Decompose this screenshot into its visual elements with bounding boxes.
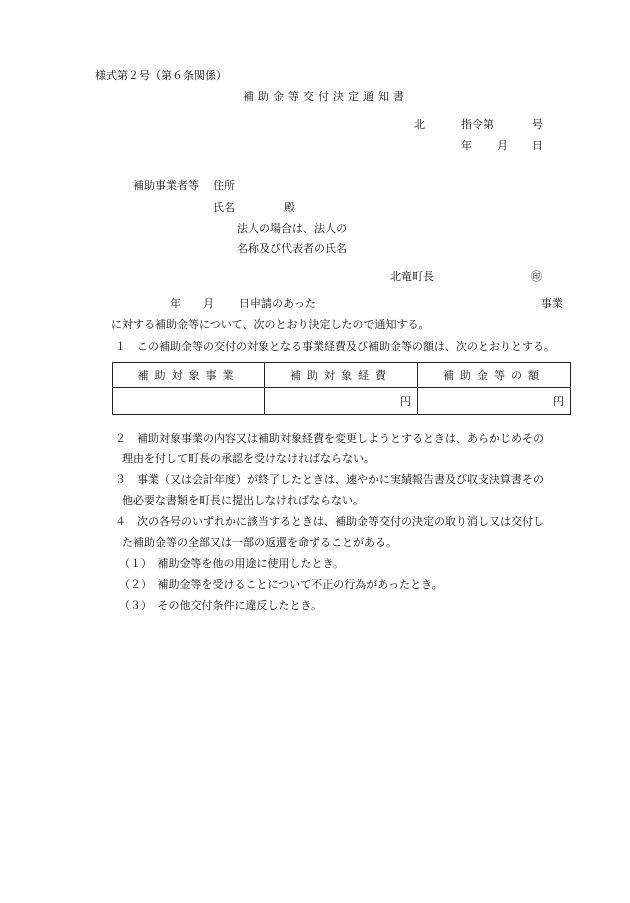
document-title: 補助金等交付決定通知書: [243, 90, 408, 103]
ref-prefix: 北: [414, 118, 425, 131]
date-year: 年: [461, 139, 472, 152]
issuer-name: 北竜町長: [390, 270, 434, 283]
intro-year: 年: [170, 297, 181, 310]
table-cell: 円: [265, 388, 418, 415]
intro-month: 月: [203, 297, 214, 310]
recipient-role: 補助事業者等: [133, 179, 199, 192]
corp-note-2: 名称及び代表者の氏名: [237, 242, 347, 255]
sub-item-2: （２） 補助金等を受けることについて不正の行為があったとき。: [119, 578, 443, 591]
intro-day-applied: 日申請のあった: [239, 297, 316, 310]
corp-note-1: 法人の場合は、法人の: [237, 222, 347, 235]
clause-4-line-1: ４ 次の各号のいずれかに該当するときは、補助金等交付の決定の取り消し又は交付し: [115, 515, 544, 528]
table-header-row: [113, 363, 571, 388]
table-header-cell: 補助対象経費: [265, 363, 418, 388]
clause-2-line-2: 理由を付して町長の承認を受けなければならない。: [122, 452, 375, 465]
honorific: 殿: [284, 201, 295, 214]
clause-3-line-2: 他必要な書類を町長に提出しなければならない。: [122, 494, 364, 507]
seal-mark: ㊞: [531, 270, 542, 283]
table-header-cell: 補助金等の額: [418, 363, 571, 388]
table-cell: 円: [418, 388, 571, 415]
clause-4-line-2: た補助金等の全部又は一部の返還を命ずることがある。: [122, 536, 397, 549]
intro-project: 事業: [541, 297, 563, 310]
date-day: 日: [532, 139, 543, 152]
name-label: 氏名: [213, 201, 235, 214]
address-label: 住所: [213, 179, 235, 192]
clause-1: １ この補助金等の交付の対象となる事業経費及び補助金等の額は、次のとおりとする。: [115, 340, 555, 353]
number-suffix: 号: [532, 118, 543, 131]
table-row: [113, 388, 571, 415]
date-month: 月: [497, 139, 508, 152]
sub-item-3: （３） その他交付条件に違反したとき。: [119, 599, 323, 612]
sub-item-1: （１） 補助金等を他の用途に使用したとき。: [119, 557, 345, 570]
table-cell: [113, 388, 265, 415]
clause-3-line-1: ３ 事業（又は会計年度）が終了したときは、速やかに実績報告書及び収支決算書その: [115, 473, 544, 486]
form-label: 様式第２号（第６条関係）: [95, 69, 227, 82]
intro-line-2: に対する補助金等について、次のとおり決定したので通知する。: [111, 318, 430, 331]
table-header-cell: 補助対象事業: [113, 363, 265, 388]
amount-table: [112, 362, 571, 415]
clause-2-line-1: ２ 補助対象事業の内容又は補助対象経費を変更しようとするときは、あらかじめその: [115, 432, 544, 445]
command-number-label: 指令第: [461, 118, 494, 131]
